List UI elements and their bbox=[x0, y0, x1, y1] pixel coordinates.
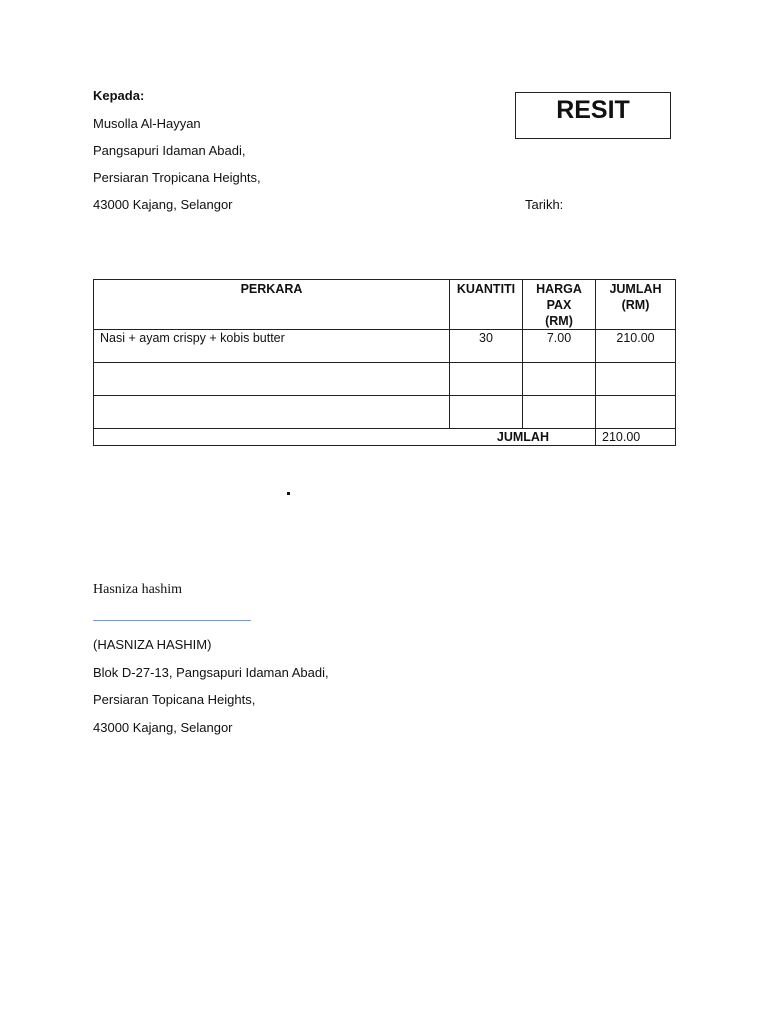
table-row bbox=[94, 363, 676, 396]
stray-dot bbox=[287, 492, 290, 495]
signer-address-line-2: Persiaran Topicana Heights, bbox=[93, 692, 256, 707]
receipt-title: RESIT bbox=[556, 96, 630, 124]
header-item: PERKARA bbox=[94, 280, 450, 330]
total-label: JUMLAH bbox=[94, 429, 596, 446]
signer-address-line-3: 43000 Kajang, Selangor bbox=[93, 720, 233, 735]
header-quantity: KUANTITI bbox=[450, 280, 523, 330]
cell-quantity: 30 bbox=[450, 330, 523, 363]
cell-item bbox=[94, 396, 450, 429]
header-amount bbox=[596, 280, 676, 330]
cell-price: 7.00 bbox=[523, 330, 596, 363]
cell-amount bbox=[596, 396, 676, 429]
cell-item bbox=[94, 363, 450, 396]
recipient-label: Kepada: bbox=[93, 88, 145, 103]
cell-quantity bbox=[450, 396, 523, 429]
items-table bbox=[93, 279, 676, 446]
table-row bbox=[94, 396, 676, 429]
date-label: Tarikh: bbox=[525, 197, 564, 212]
header-price-line-1: HARGA bbox=[536, 282, 582, 296]
cell-price bbox=[523, 396, 596, 429]
recipient-address-line-2: Persiaran Tropicana Heights, bbox=[93, 170, 261, 185]
header-amount-line-2: (RM) bbox=[621, 298, 650, 312]
header-amount-line-1: JUMLAH bbox=[609, 282, 662, 296]
recipient-address-line-1: Pangsapuri Idaman Abadi, bbox=[93, 143, 246, 158]
table-row bbox=[94, 330, 676, 363]
receipt-title-box bbox=[515, 92, 671, 139]
header-price-line-2: PAX bbox=[546, 298, 572, 312]
cell-amount: 210.00 bbox=[596, 330, 676, 363]
cell-amount bbox=[596, 363, 676, 396]
cell-item: Nasi + ayam crispy + kobis butter bbox=[94, 330, 450, 363]
signature-line bbox=[93, 620, 251, 621]
table-header-row bbox=[94, 280, 676, 330]
total-value: 210.00 bbox=[596, 429, 676, 446]
cell-price bbox=[523, 363, 596, 396]
cell-quantity bbox=[450, 363, 523, 396]
recipient-name: Musolla Al-Hayyan bbox=[93, 116, 201, 131]
signature: Hasniza hashim bbox=[93, 582, 183, 597]
header-price-line-3: (RM) bbox=[545, 314, 573, 328]
recipient-address-line-3: 43000 Kajang, Selangor bbox=[93, 197, 233, 212]
header-price bbox=[523, 280, 596, 330]
table-total-row bbox=[94, 429, 676, 446]
signer-printed-name: (HASNIZA HASHIM) bbox=[93, 637, 212, 652]
signer-address-line-1: Blok D-27-13, Pangsapuri Idaman Abadi, bbox=[93, 665, 329, 680]
